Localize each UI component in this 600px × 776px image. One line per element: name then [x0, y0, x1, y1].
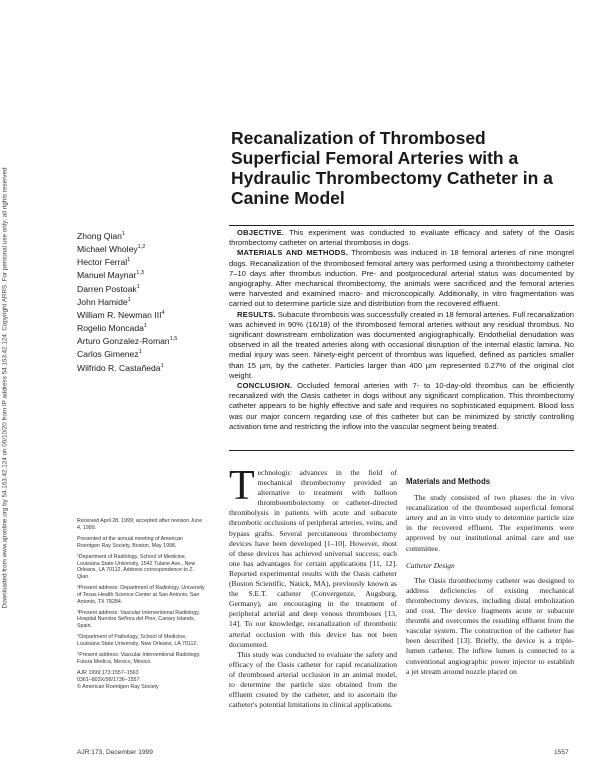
- abstract-heading: CONCLUSION.: [237, 381, 293, 391]
- footnote-citation: AJR 1999;173:1557–1563: [77, 670, 139, 677]
- download-notice-text: Downloaded from www.ajronline.org by 54.163.42.124 on 06/10/20 from IP address 54.163.42.124. Copyright ARRS. For personal use only; all rights reserved: [1, 167, 9, 609]
- body-column-right: [406, 468, 574, 677]
- catheter-paragraph: The Oasis thrombectomy catheter was designed to address deficiencies of existing mechanical thrombectomy devices, including distal embolization and cost. The device fragments acute or subacute thrombi and overcomes the resulting effluent from the vascular system. The construction of the catheter has been described [13]. Briefly, the device is a triple-lumen catheter. The inflow lumen is connected to a conventional angiographic power injector to establish a jet stream around nozzle placed on: [406, 575, 574, 676]
- footnote-copyright: © American Roentgen Ray Society: [77, 683, 159, 690]
- abstract: [229, 228, 574, 432]
- abstract-heading: OBJECTIVE.: [237, 228, 285, 237]
- author-item: Darren Postoak$^1$: [77, 283, 140, 294]
- abstract-divider: [229, 450, 574, 451]
- author-item: Wilfrido R. Castañeda$^1$: [77, 362, 164, 373]
- footnote-affiliation: ¹Department of Radiology, School of Medicine, Louisiana State University, 1542 Tulane Ave., New Orleans, LA 70112. Address correspondence to Z. Qian.: [77, 553, 196, 580]
- dropcap: T: [229, 463, 255, 509]
- methods-paragraph: The study consisted of two phases: the in vivo recanalization of the thrombosed superficial femoral artery and an in vitro study to determine particle size in the recovered effluent. The experiments were approved by our institutional animal care and use committee.: [406, 493, 574, 553]
- section-heading: Materials and Methods: [406, 477, 491, 486]
- abstract-objective: OBJECTIVE. This experiment was conducted to evaluate efficacy and safety of the Oasis thrombectomy catheter on arterial thrombosis in dogs.: [229, 228, 574, 248]
- author-item: Michael Wholey$^{1,2}$: [77, 244, 146, 255]
- author-item: Arturo Gonzalez-Roman$^{1,5}$: [77, 336, 178, 347]
- download-notice: [0, 0, 12, 776]
- author-item: Rogelio Moncada$^1$: [77, 322, 147, 333]
- author-item: Hector Ferral$^1$: [77, 257, 131, 268]
- intro-paragraph: This study was conducted to evaluate the safety and efficacy of the Oasis catheter for rapid recanalization of thrombosed arterial occlusion in an animal model, to determine the particle size obtained from the effluent created by the catheter, and to ascertain the catheter's potential limitations in clinical applications.: [229, 649, 397, 710]
- abstract-heading: MATERIALS AND METHODS.: [237, 248, 349, 258]
- subsection-heading: Catheter Design: [406, 560, 455, 570]
- author-list: [77, 229, 217, 374]
- abstract-conclusion: CONCLUSION. Occluded femoral arteries with 7- to 10-day-old thrombus can be efficiently recanalized with the Oasis catheter in dogs without any significant complication. This thrombectomy catheter appears to be highly effective and safe and requires no sophisticated equipment. Blood loss was our major concern regarding use of this catheter but can be minimized by strictly controlling activation time and restricting the inflow into the vascular segment being treated.: [229, 381, 574, 431]
- footnote-presented: Presented at the annual meeting of American Roentgen Ray Society, Boston, May 1998.: [77, 535, 184, 549]
- author-item: Zhong Qian$^1$: [77, 230, 125, 241]
- author-item: John Hamide$^1$: [77, 296, 131, 307]
- page-number: 1557: [554, 749, 569, 756]
- title-divider: [229, 225, 574, 226]
- footnote-affiliation: ⁵Present address: Vascular Interventional Radiology, Futura Medica, Mexico, Mexico.: [77, 652, 201, 665]
- footnote-affiliation: ⁴Department of Pathology, School of Medicine, Louisiana State University, New Orleans, LA 70112.: [77, 634, 198, 648]
- intro-paragraph: Technologic advances in the field of mechanical thrombectomy provided an alternative to treatment with balloon thromboembolectomy or catheter-directed thrombolysis in patients with acute and subacute thrombotic occlusions of peripheral arteries, veins, and bypass grafts. Several percutaneous thrombectomy devices have been developed [1–10]. However, most of these devices has achieved universal success; each one has advantages for certain applications [11, 12]. Reported experimental results with the Oasis catheter (Boston Scientific, Natick, MA), previously known as the S.E.T. catheter (Convergenze, Augsburg, Germany), are encouraging in the treatment of peripheral arterial and deep venous thromboses [13, 14]. To our knowledge, recanalization of thrombotic arterial occlusion with this device has not been documented.: [229, 463, 397, 649]
- footnote-issn: 0361–803X/99/1736–1557: [77, 676, 140, 683]
- body-column-left: [229, 463, 397, 710]
- journal-footer: AJR:173, December 1999: [77, 749, 153, 756]
- footnote-received: Received April 28, 1999; accepted after revision June 4, 1999.: [77, 518, 203, 531]
- author-item: William R. Newman III$^4$: [77, 309, 165, 320]
- abstract-results: RESULTS. Subacute thrombosis was successfully created in 18 femoral arteries. Full recanalization was achieved in 90% (16/18) of the thrombosed femoral arteries without any residual thrombus. No significant downstream embolization was documented angiographically. Endothelial denudation was observed in all the treated arteries along with occasional disruption of the internal elastic lamina. No medial injury was seen. Ninety-eight percent of thrombus was liquefied, defined as particles smaller than 15 µm, by the catheter. Particles larger than 400 µm represented 0.27% of the original clot weight.: [229, 309, 575, 380]
- footnote-affiliation: ³Present address: Vascular Interventional Radiology, Hospital Nuestra Señora del Pino, Canary Islands, Spain.: [77, 609, 200, 630]
- abstract-methods: MATERIALS AND METHODS. Thrombosis was induced in 18 femoral arteries of nine mongrel dogs. Recanalization of the thrombosed femoral artery was performed using a thrombectomy catheter 7–10 days after thrombus induction. Pre- and postprocedural arterial status was documented by angiography. After mechanical thrombectomy, the animals were sacrificed and the femoral arteries were harvested and examined macro- and microscopically. Additionally, in vitro fragmentation was carried out to determine particle size and distribution from the recovered effluent.: [229, 248, 574, 309]
- article-title: Recanalization of Thrombosed Superficial Femoral Arteries with a Hydraulic Thrombectomy Catheter in a Canine Model: [231, 128, 553, 208]
- author-item: Carlos Gimenez$^1$: [77, 349, 142, 360]
- footnotes: [77, 518, 207, 690]
- abstract-heading: RESULTS.: [237, 309, 276, 319]
- footnote-affiliation: ²Present address: Department of Radiology, University of Texas Health Science Center at San Antonio, San Antonio, TX 78284.: [77, 585, 205, 605]
- author-item: Manuel Maynar$^{1,3}$: [77, 270, 144, 281]
